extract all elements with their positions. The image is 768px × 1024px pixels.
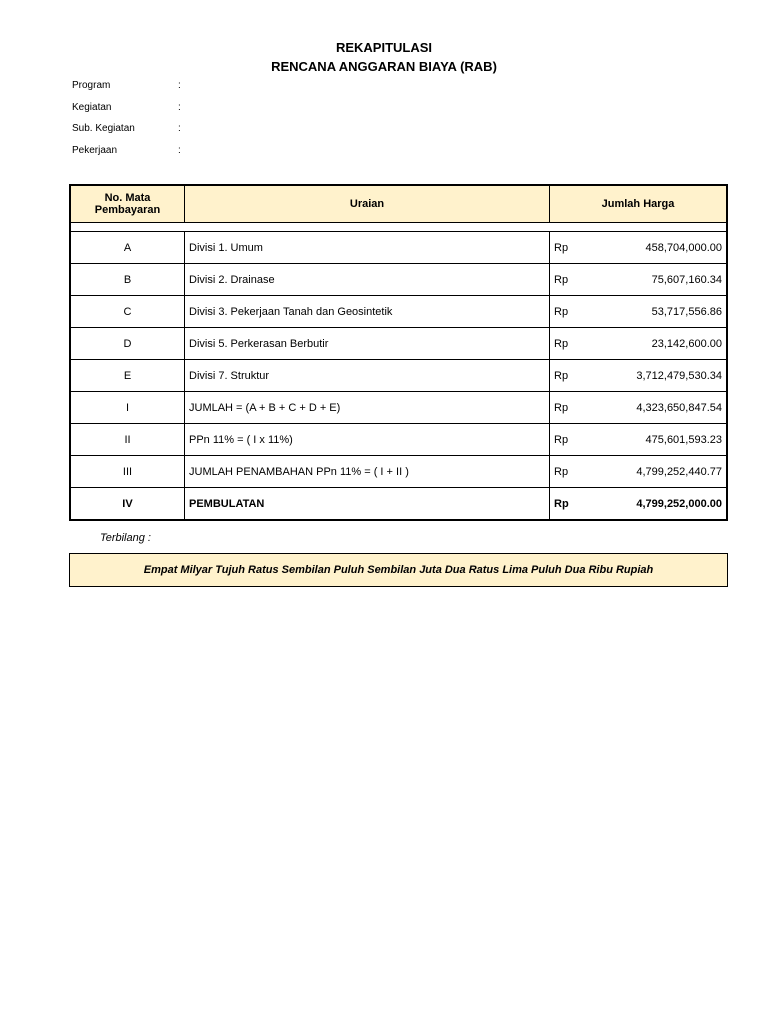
row-uraian: Divisi 2. Drainase [185, 264, 550, 296]
summary-row [70, 392, 727, 424]
info-label: Sub. Kegiatan [72, 123, 135, 134]
row-uraian: Divisi 7. Struktur [185, 360, 550, 392]
info-row-pekerjaan [72, 145, 181, 167]
row-code: C [70, 296, 185, 328]
row-value: 458,704,000.00 [588, 232, 727, 264]
table-spacer [70, 223, 727, 232]
row-currency: Rp [550, 296, 589, 328]
summary-currency: Rp [550, 424, 589, 456]
summary-row [70, 456, 727, 488]
summary-value: 4,323,650,847.54 [588, 392, 727, 424]
row-currency: Rp [550, 232, 589, 264]
summary-row-total [70, 488, 727, 521]
row-code: D [70, 328, 185, 360]
terbilang-text: Empat Milyar Tujuh Ratus Sembilan Puluh Sembilan Juta Dua Ratus Lima Puluh Dua Ribu Rupiah [143, 564, 654, 576]
title-line-1: REKAPITULASI [335, 40, 433, 55]
row-currency: Rp [550, 264, 589, 296]
terbilang-label: Terbilang : [100, 532, 151, 544]
info-section [72, 80, 181, 166]
summary-value: 475,601,593.23 [588, 424, 727, 456]
row-code: B [70, 264, 185, 296]
info-separator: : [178, 144, 181, 156]
summary-currency: Rp [550, 456, 589, 488]
title-line-2: RENCANA ANGGARAN BIAYA (RAB) [271, 59, 497, 74]
info-separator: : [178, 123, 181, 134]
row-uraian: Divisi 5. Perkerasan Berbutir [185, 328, 550, 360]
table-row [70, 360, 727, 392]
row-value: 53,717,556.86 [588, 296, 727, 328]
table-row [70, 328, 727, 360]
row-code: E [70, 360, 185, 392]
info-separator: : [178, 101, 181, 113]
summary-code: IV [70, 488, 185, 521]
row-value: 75,607,160.34 [588, 264, 727, 296]
header-code: No. Mata Pembayaran [70, 185, 185, 223]
table-row [70, 264, 727, 296]
terbilang-box [69, 553, 728, 587]
header-jumlah: Jumlah Harga [550, 185, 728, 223]
summary-uraian: JUMLAH PENAMBAHAN PPn 11% = ( I + II ) [185, 456, 550, 488]
summary-value: 4,799,252,000.00 [588, 488, 727, 521]
header-uraian: Uraian [185, 185, 550, 223]
summary-row [70, 424, 727, 456]
info-row-program [72, 80, 181, 102]
summary-uraian: JUMLAH = (A + B + C + D + E) [185, 392, 550, 424]
summary-uraian: PEMBULATAN [185, 488, 550, 521]
info-row-kegiatan [72, 102, 181, 124]
row-value: 3,712,479,530.34 [588, 360, 727, 392]
info-label: Kegiatan [72, 101, 112, 113]
rab-table [69, 184, 728, 521]
info-separator: : [178, 80, 181, 91]
row-currency: Rp [550, 328, 589, 360]
info-row-sub-kegiatan [72, 123, 181, 145]
summary-code: III [70, 456, 185, 488]
row-code: A [70, 232, 185, 264]
summary-currency: Rp [550, 392, 589, 424]
row-currency: Rp [550, 360, 589, 392]
info-label: Program [72, 80, 111, 91]
row-value: 23,142,600.00 [588, 328, 727, 360]
summary-code: I [70, 392, 185, 424]
summary-currency: Rp [550, 488, 589, 521]
row-uraian: Divisi 1. Umum [185, 232, 550, 264]
document-title [0, 38, 768, 76]
table-row [70, 296, 727, 328]
table-row [70, 232, 727, 264]
summary-uraian: PPn 11% = ( I x 11%) [185, 424, 550, 456]
summary-code: II [70, 424, 185, 456]
row-uraian: Divisi 3. Pekerjaan Tanah dan Geosintetik [185, 296, 550, 328]
info-label: Pekerjaan [72, 144, 118, 156]
table-header-row [70, 185, 727, 223]
summary-value: 4,799,252,440.77 [588, 456, 727, 488]
